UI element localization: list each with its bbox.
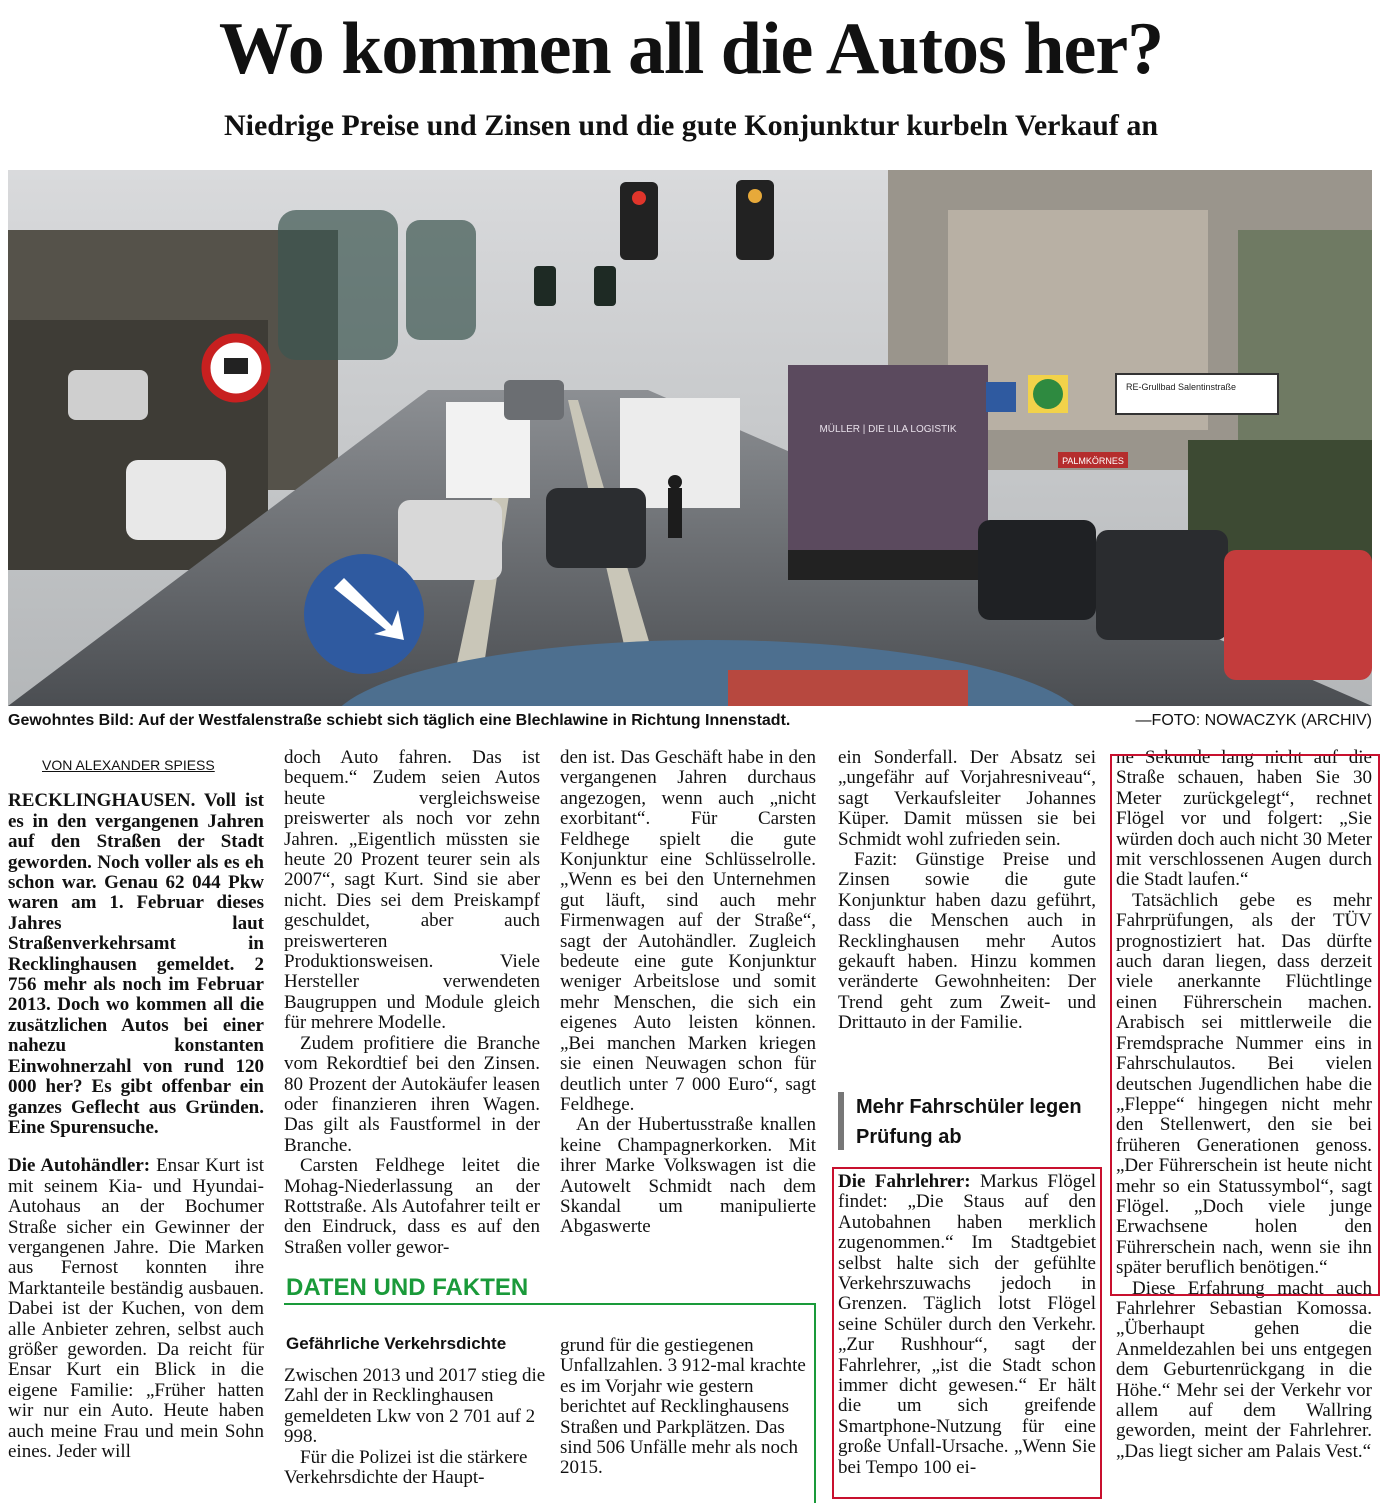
paragraph: Tatsächlich gebe es mehr Fahrprüfungen, als der TÜV prognostiziert hat. Das dürfte auch daran liegen, dass derzeit viele anerkannte Flüchtlinge einen Führerschein machen. Arabisch sei mittlerweile die Fremdsprache Nummer eins in Fahrschulautos. Bei vielen deutschen Jugendlichen habe die „Fleppe“ hingegen nicht mehr den Stellenwert, den sie bei früheren Generationen genoss. „Der Führerschein ist heute nicht mehr so ein Statussymbol“, sagt Flögel. „Doch viele junge Erwachsene holen den Führerschein nach, wenn sie ihn später beruflich benötigen.“	[1116, 889, 1372, 1279]
highlight-box-fahrlehrer	[832, 1167, 1102, 1499]
lead-paragraph: RECKLINGHAUSEN. Voll ist es in den vergangenen Jahren auf den Straßen der Stadt geworden. Noch voller als es eh schon war. Genau 62 044 Pkw waren am 1. Februar dieses Jahres laut Straßenverkehrsamt in Recklinghausen gemeldet. 2 756 mehr als noch im Februar 2013. Doch wo kommen all die zusätzlichen Autos bei einer nahezu konstanten Einwohnerzahl von rund 120 000 her? Es gibt offenbar ein ganzes Geflecht aus Gründen. Eine Spurensuche.	[8, 790, 264, 1138]
paragraph: Carsten Feldhege leitet die Mohag-Niederlassung an der Rottstraße. Als Autofahrer teilt er den Eindruck, dass es auf den Straßen voller gewor-	[284, 1155, 540, 1258]
photo-illustration	[8, 170, 1372, 706]
runin-heading: Die Autohändler:	[8, 1155, 151, 1177]
facts-box-rule	[284, 1303, 816, 1305]
facts-paragraph: Zwischen 2013 und 2017 stieg die Zahl der in Recklinghausen gemeldeten Lkw von 2 701 auf 2 998.	[284, 1365, 546, 1448]
photo-caption: Gewohntes Bild: Auf der Westfalenstraße schiebt sich täglich eine Blechlawine in Richtung Innenstadt.	[8, 712, 791, 729]
facts-paragraph: grund für die gestiegenen Unfallzahlen. 3 912-mal krachte es im Vorjahr wie gestern berichtet auf Recklinghausens Straßen und Parkplätzen. Das sind 506 Unfälle mehr als noch 2015.	[560, 1335, 806, 1479]
byline: VON ALEXANDER SPIESS	[42, 757, 215, 773]
paragraph: doch Auto fahren. Das ist bequem.“ Zudem seien Autos heute vergleichsweise preiswerter als noch vor zehn Jahren. „Eigentlich müssten sie heute 20 Prozent teurer sein als 2007“, sagt Kurt. Sind sie aber nicht. Dies sei dem Preiskampf geschuldet, aber auch preiswerteren Produktionsweisen. Viele Hersteller verwendeten Baugruppen und Module gleich für mehrere Modelle.	[284, 747, 540, 1034]
runin-heading: Die Fahrlehrer:	[838, 1171, 971, 1192]
paragraph: Fazit: Günstige Preise und Zinsen sowie die gute Konjunktur haben dazu geführt, dass die Menschen auch in Recklinghausen mehr Autos gekauft haben. Hinzu kommen veränderte Gewohnheiten: Der Trend geht zum Zweit- und Drittauto in der Familie.	[838, 849, 1096, 1034]
street-traffic-photo	[8, 170, 1372, 706]
photo-credit: —FOTO: NOWACZYK (ARCHIV)	[1135, 712, 1372, 729]
street-sign-text: RE-Grullbad Salentinstraße	[1126, 382, 1237, 392]
paragraph: Diese Erfahrung macht auch Fahrlehrer Sebastian Komossa. „Überhaupt gehen die Anmeldezahlen bei uns entgegen dem Geburtenrückgang in die Höhe.“ Mehr sei der Verkehr vor allem auf dem Wallring geworden, meint der Fahrlehrer. „Das liegt sicher am Palais Vest.“	[1116, 1277, 1372, 1462]
facts-column-2	[560, 1336, 820, 1479]
highlight-box-statement	[1110, 754, 1380, 1296]
facts-column-1	[284, 1366, 548, 1488]
article-column-2	[284, 748, 540, 1258]
facts-box-subtitle: Gefährliche Verkehrsdichte	[286, 1334, 507, 1353]
paragraph: ein Sonderfall. Der Absatz sei „ungefähr auf Vorjahresniveau“, sagt Verkaufsleiter Johannes Küper. Damit müssen sie bei Schmidt wohl zufrieden sein.	[838, 747, 1096, 850]
section-subhead: Mehr Fahrschüler legen Prüfung ab	[838, 1092, 1096, 1150]
paragraph-text: Ensar Kurt ist mit seinem Kia- und Hyundai-Autohaus an der Bochumer Straße sicher ein Gewinner der vergangenen Jahre. Die Marken aus Fernost konnten ihre Marktanteile beständig ausbauen. Dabei ist der Kuchen, von dem alle Anbieter zehren, selbst auch größer geworden. Da reicht für Ensar Kurt ein Blick in die eigene Familie: „Früher hatten wir nur ein Auto. Heute haben auch meine Frau und mein Sohn eines. Jeder will	[8, 1155, 264, 1462]
facts-box-title: DATEN UND FAKTEN	[286, 1274, 529, 1301]
paragraph: den ist. Das Geschäft habe in den vergangenen Jahren durchaus angezogen, wenn auch „nicht exorbitant“. Für Carsten Feldhege spielt die gute Konjunktur eine Schlüsselrolle. „Wenn es bei den Unternehmen gut läuft, sind auch mehr Firmenwagen auf der Straße“, sagt der Autohändler. Zugleich bedeute eine gute Konjunktur weniger Arbeitslose und somit mehr Menschen, die sich ein eigenes Auto leisten können. „Bei manchen Marken kriegen sie einen Neuwagen schon für deutlich unter 7 000 Euro“, sagt Feldhege.	[560, 747, 816, 1115]
article-column-3	[560, 748, 816, 1238]
article-column-1	[8, 745, 264, 1462]
truck-sign: MÜLLER | DIE LILA LOGISTIK	[819, 424, 957, 435]
subheadline: Niedrige Preise und Zinsen und die gute Konjunktur kurbeln Verkauf an	[223, 109, 1159, 142]
headline: Wo kommen all die Autos her?	[218, 8, 1164, 90]
facts-paragraph: Für die Polizei ist die stärkere Verkehrsdichte der Haupt-	[284, 1446, 528, 1489]
paragraph-text: Markus Flögel findet: „Die Staus auf den Autobahnen haben merklich zugenommen.“ Im Stadtgebiet selbst halte sich der gefühlte Verkehrszuwachs jedoch in Grenzen. Täglich lotst Flögel seine Schüler durch den Verkehr. „Zur Rushhour“, sagt der Fahrlehrer, „ist die Stadt schon immer dicht gewesen.“ Er hält die um sich greifende Smartphone-Nutzung für eine große Unfall-Ursache. „Wenn Sie bei Tempo 100 ei-	[838, 1171, 1096, 1478]
shop-sign-text: PALMKÖRNES	[1062, 456, 1124, 466]
paragraph: An der Hubertusstraße knallen keine Champagnerkorken. Mit ihrer Marke Volkswagen ist die Autowelt Schmidt nach dem Skandal um manipulierte Abgaswerte	[560, 1114, 816, 1238]
paragraph: Zudem profitiere die Branche vom Rekordtief bei den Zinsen. 80 Prozent der Autokäufer leasen oder finanzieren ihren Wagen. Das gilt als Faustformel in der Branche.	[284, 1032, 540, 1156]
paragraph: ne Sekunde lang nicht auf die Straße schauen, haben Sie 30 Meter zurückgelegt“, rechnet Flögel vor und folgert: „Sie würden doch auch nicht 30 Meter mit verschlossenen Augen durch die Stadt laufen.“	[1116, 747, 1372, 891]
article-column-4	[838, 748, 1096, 1034]
paragraph	[8, 1156, 264, 1462]
